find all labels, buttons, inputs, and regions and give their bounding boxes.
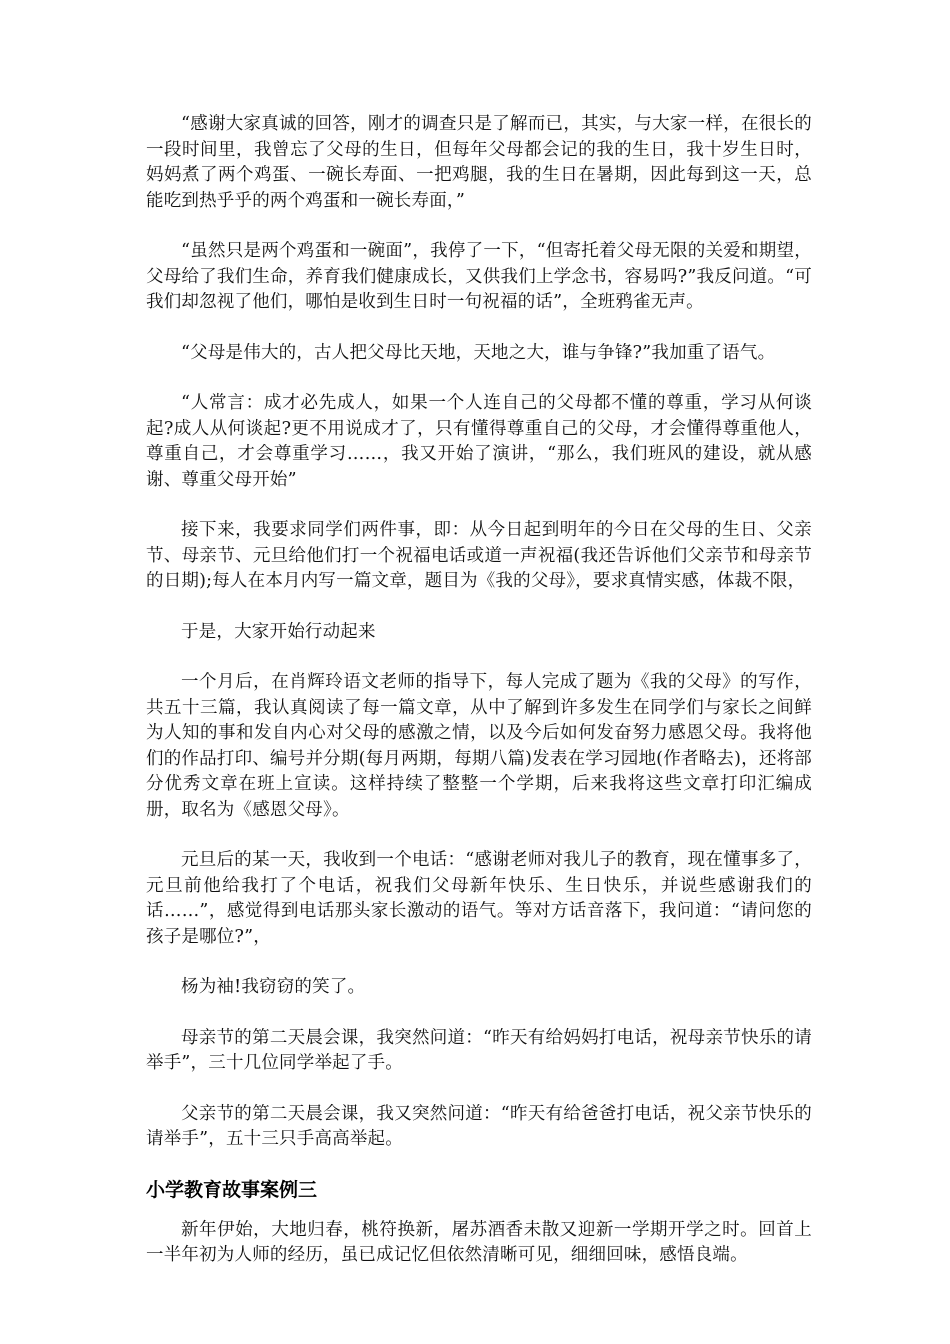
paragraph: 杨为袖!我窃窃的笑了。 [181, 977, 366, 997]
paragraph: 元旦后的某一天，我收到一个电话：“感谢老师对我儿子的教育，现在懂事多了，元旦前他给我打了个电话，祝我们父母新年快乐、生日快乐，并说些感谢我们的话……”，感觉得到电话那头家长激动的语气。等对方话音落下，我问道：“请问您的孩子是哪位?”， [146, 850, 812, 947]
paragraph: 于是，大家开始行动起来 [181, 621, 376, 642]
paragraph: 接下来，我要求同学们两件事，即：从今日起到明年的今日在父母的生日、父亲节、母亲节、元旦给他们打一个祝福电话或道一声祝福(我还告诉他们父亲节和母亲节的日期);每人在本月内写一篇文章，题目为《我的父母》，要求真情实感，体裁不限， [146, 520, 812, 591]
section-heading: 小学教育故事案例三 [146, 1178, 318, 1201]
document-page [146, 112, 812, 1294]
paragraph: 母亲节的第二天晨会课，我突然问道：“昨天有给妈妈打电话，祝母亲节快乐的请举手”，三十几位同学举起了手。 [146, 1027, 812, 1073]
paragraph: 新年伊始，大地归春，桃符换新，屠苏酒香未散又迎新一学期开学之时。回首上一半年初为人师的经历，虽已成记忆但依然清晰可见，细细回味，感悟良端。 [146, 1219, 812, 1265]
paragraph: 一个月后，在肖辉玲语文老师的指导下，每人完成了题为《我的父母》的写作，共五十三篇，我认真阅读了每一篇文章，从中了解到许多发生在同学们与家长之间鲜为人知的事和发自内心对父母的感激之情，以及今后如何发奋努力感恩父母。我将他们的作品打印、编号并分期(每月两期，每期八篇)发表在学习园地(作者略去)，还将部分优秀文章在班上宣读。这样持续了整整一个学期，后来我将这些文章打印汇编成册，取名为《感恩父母》。 [146, 672, 812, 820]
paragraph: “人常言：成才必先成人，如果一个人连自己的父母都不懂的尊重，学习从何谈起?成人从何谈起?更不用说成才了，只有懂得尊重自己的父母，才会懂得尊重他人，尊重自己，才会尊重学习……，我又开始了演讲，“那么，我们班风的建设，就从感谢、尊重父母开始” [146, 393, 812, 490]
paragraph: “感谢大家真诚的回答，刚才的调查只是了解而已，其实，与大家一样，在很长的一段时间里，我曾忘了父母的生日，但每年父母都会记的我的生日，我十岁生日时，妈妈煮了两个鸡蛋、一碗长寿面、一把鸡腿，我的生日在暑期，因此每到这一天，总能吃到热乎乎的两个鸡蛋和一碗长寿面，” [146, 114, 812, 211]
paragraph: 父亲节的第二天晨会课，我又突然问道：“昨天有给爸爸打电话，祝父亲节快乐的请举手”，五十三只手高高举起。 [146, 1103, 812, 1149]
paragraph: “虽然只是两个鸡蛋和一碗面”，我停了一下，“但寄托着父母无限的关爱和期望，父母给了我们生命，养育我们健康成长，又供我们上学念书，容易吗?”我反问道。“可我们却忽视了他们，哪怕是收到生日时一句祝福的话”，全班鸦雀无声。 [146, 241, 812, 312]
paragraph: “父母是伟大的，古人把父母比天地，天地之大，谁与争锋?”我加重了语气。 [181, 342, 776, 363]
